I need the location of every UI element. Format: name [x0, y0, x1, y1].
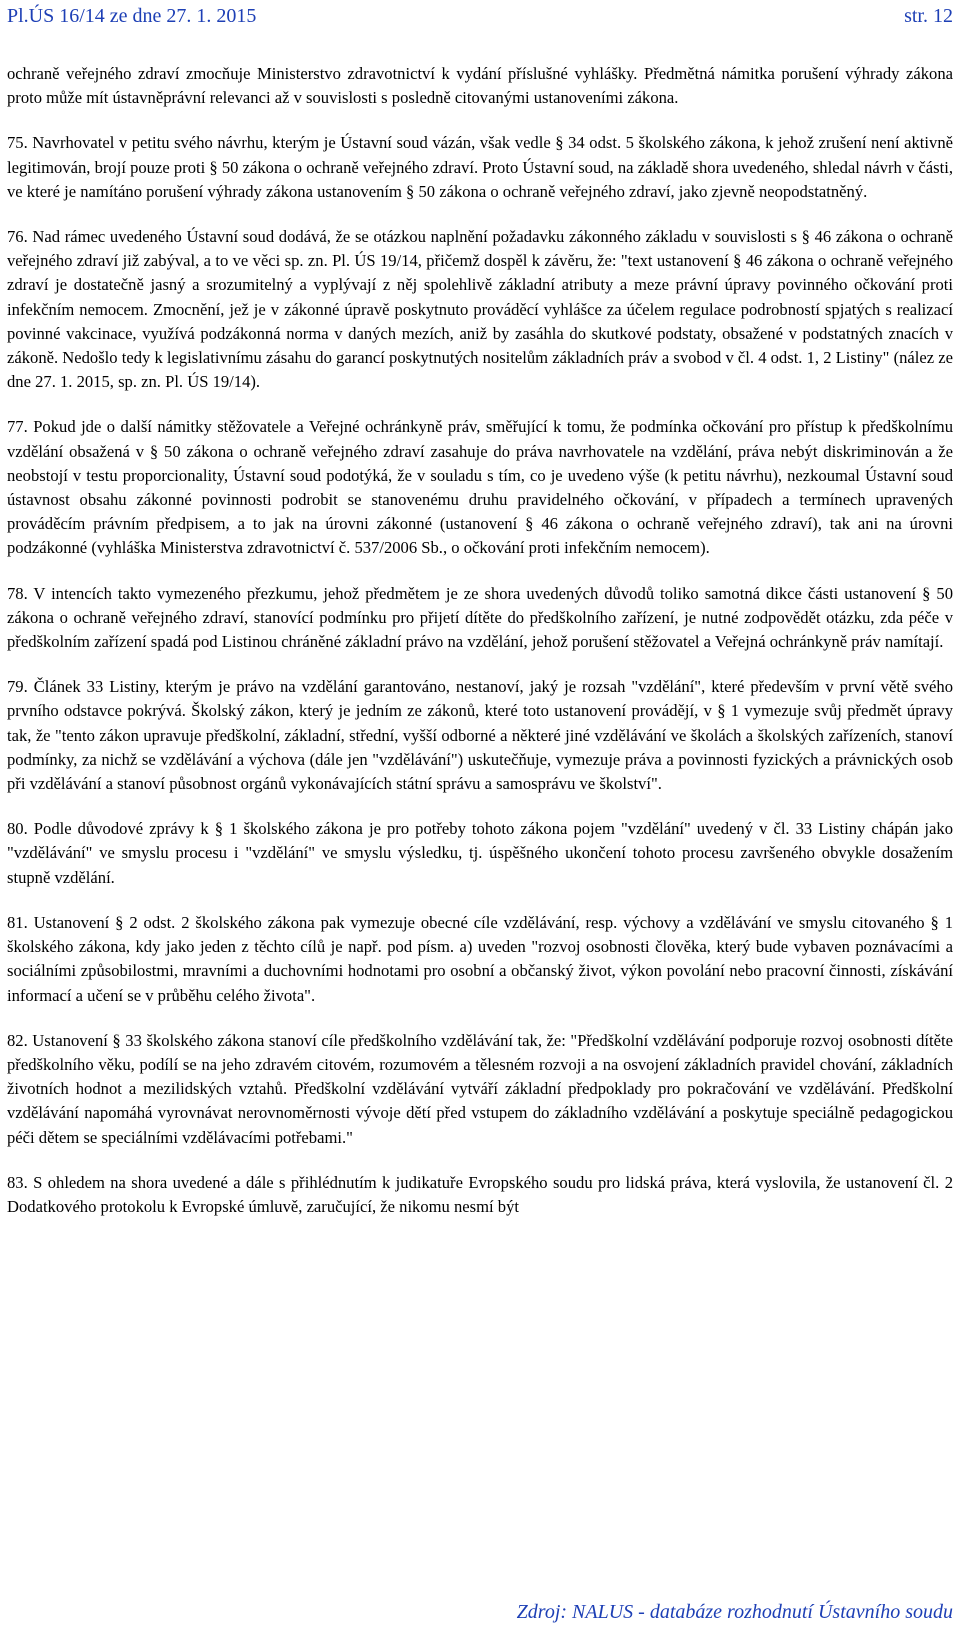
paragraph-75: 75. Navrhovatel v petitu svého návrhu, kterým je Ústavní soud vázán, však vedle § 34 odst. 5 školského zákona, k jehož zrušení není aktivně legitimován, brojí pouze proti § 50 zákona o ochraně veřejného zdraví. Proto Ústavní soud, na základě shora uvedeného, shledal návrh v části, ve které je namítáno porušení výhrady zákona ustanovením § 50 zákona o ochraně veřejného zdraví, jako zjevně neopodstatněný. [7, 133, 953, 201]
paragraph-continued: ochraně veřejného zdraví zmocňuje Ministerstvo zdravotnictví k vydání příslušné vyhlášky. Předmětná námitka porušení výhrady zákona proto může mít ústavněprávní relevanci až v souvislosti s posledně citovanými ustanoveními zákona. [7, 64, 953, 108]
page-header [7, 2, 953, 30]
page-number: str. 12 [904, 5, 953, 27]
paragraph-81: 81. Ustanovení § 2 odst. 2 školského zákona pak vymezuje obecné cíle vzdělávání, resp. výchovy a vzdělávání ve smyslu citovaného § 1 školského zákona, kdy jako jeden z těchto cílů je např. pod písm. a) uveden "rozvoj osobnosti člověka, který bude vybaven poznávacími a sociálními způsobilostmi, mravními a duchovními hodnotami pro osobní a občanský život, výkon povolání nebo pracovní činnosti, získávání informací a učení se v průběhu celého života". [7, 912, 953, 1005]
paragraph-80: 80. Podle důvodové zprávy k § 1 školského zákona je pro potřeby tohoto zákona pojem "vzdělání" uvedený v čl. 33 Listiny chápán jako "vzdělávání" ve smyslu procesu i "vzdělání" ve smyslu výsledku, tj. úspěšného ukončení tohoto procesu završeného obvykle dosažením stupně vzdělání. [7, 819, 953, 887]
document-page [7, 0, 953, 1622]
paragraph-76: 76. Nad rámec uvedeného Ústavní soud dodává, že se otázkou naplnění požadavku zákonného základu v souvislosti s § 46 zákona o ochraně veřejného zdraví již zabýval, a to ve věci sp. zn. Pl. ÚS 19/14, přičemž dospěl k závěru, že: "text ustanovení § 46 zákona o ochraně veřejného zdraví je dostatečně jasný a srozumitelný a vyplývají z něj spolehlivě základní atributy a meze právní úpravy povinného očkování proti infekčním nemocem. Zmocnění, jež je v zákonné úpravě poskytnuto prováděcí vyhlášce za účelem regulace podrobností spjatých s realizací povinné vakcinace, využívá podzákonná norma v daných mezích, aniž by zasáhla do skutkové podstaty, obsažené v podstatných znacích v zákoně. Nedošlo tedy k legislativnímu zásahu do garancí poskytnutých nositelům základních práv a svobod v čl. 4 odst. 1, 2 Listiny" (nález ze dne 27. 1. 2015, sp. zn. Pl. ÚS 19/14). [7, 227, 953, 392]
case-reference: Pl.ÚS 16/14 ze dne 27. 1. 2015 [7, 5, 257, 27]
paragraph-77: 77. Pokud jde o další námitky stěžovatele a Veřejné ochránkyně práv, směřující k tomu, že podmínka očkování pro přístup k předškolnímu vzdělání obsažená v § 50 zákona o ochraně veřejného zdraví zasahuje do práva navrhovatele na vzdělání, práva nebýt diskriminován a že neobstojí v testu proporcionality, Ústavní soud podotýká, že v souladu s tím, co je uvedeno výše (k petitu návrhu), nezkoumal Ústavní soud ústavnost obsahu zákonné povinnosti podrobit se stanovenému druhu pravidelného očkování, v případech a termínech upravených prováděcím právním předpisem, a to jak na úrovni zákonné (ustanovení § 46 zákona o ochraně veřejného zdraví), tak ani na úrovni podzákonné (vyhláška Ministerstva zdravotnictví č. 537/2006 Sb., o očkování proti infekčním nemocem). [7, 417, 953, 558]
paragraph-83: 83. S ohledem na shora uvedené a dále s přihlédnutím k judikatuře Evropského soudu pro lidská práva, která vyslovila, že ustanovení čl. 2 Dodatkového protokolu k Evropské úmluvě, zaručující, že nikomu nesmí být [7, 1172, 953, 1216]
paragraph-79: 79. Článek 33 Listiny, kterým je právo na vzdělání garantováno, nestanoví, jaký je rozsah "vzdělání", které především v první větě svého prvního odstavce pokrývá. Školský zákon, který je jedním ze zákonů, které toto ustanovení provádějí, v § 1 vymezuje svůj předmět úpravy tak, že "tento zákon upravuje předškolní, základní, střední, vyšší odborné a některé jiné vzdělávání ve školách a školských zařízeních, stanoví podmínky, za nichž se vzdělávání a výchova (dále jen "vzdělávání") uskutečňuje, vymezuje práva a povinnosti fyzických a právnických osob při vzdělávání a stanoví působnost orgánů vykonávajících státní správu a samosprávu ve školství". [7, 677, 953, 794]
source-footer: Zdroj: NALUS - databáze rozhodnutí Ústavního soudu [516, 1601, 953, 1623]
paragraph-82: 82. Ustanovení § 33 školského zákona stanoví cíle předškolního vzdělávání tak, že: "Předškolní vzdělávání podporuje rozvoj osobnosti dítěte předškolního věku, podílí se na jeho zdravém citovém, rozumovém a tělesném rozvoji a na osvojení základních pravidel chování, základních životních hodnot a mezilidských vztahů. Předškolní vzdělávání vytváří základní předpoklady pro pokračování ve vzdělávání. Předškolní vzdělávání napomáhá vyrovnávat nerovnoměrnosti vývoje dětí před vstupem do základního vzdělávání a poskytuje speciálně pedagogickou péči dětem se speciálními vzdělávacími potřebami." [7, 1030, 953, 1147]
paragraph-78: 78. V intencích takto vymezeného přezkumu, jehož předmětem je ze shora uvedených důvodů toliko samotná dikce části ustanovení § 50 zákona o ochraně veřejného zdraví, stanovící podmínku pro přijetí dítěte do předškolního zařízení, je nutné zodpovědět otázku, zda péče v předškolním zařízení spadá pod Listinou chráněné základní právo na vzdělání, jehož porušení stěžovatel a Veřejná ochránkyně práv namítají. [7, 583, 953, 652]
document-body [7, 62, 953, 1240]
